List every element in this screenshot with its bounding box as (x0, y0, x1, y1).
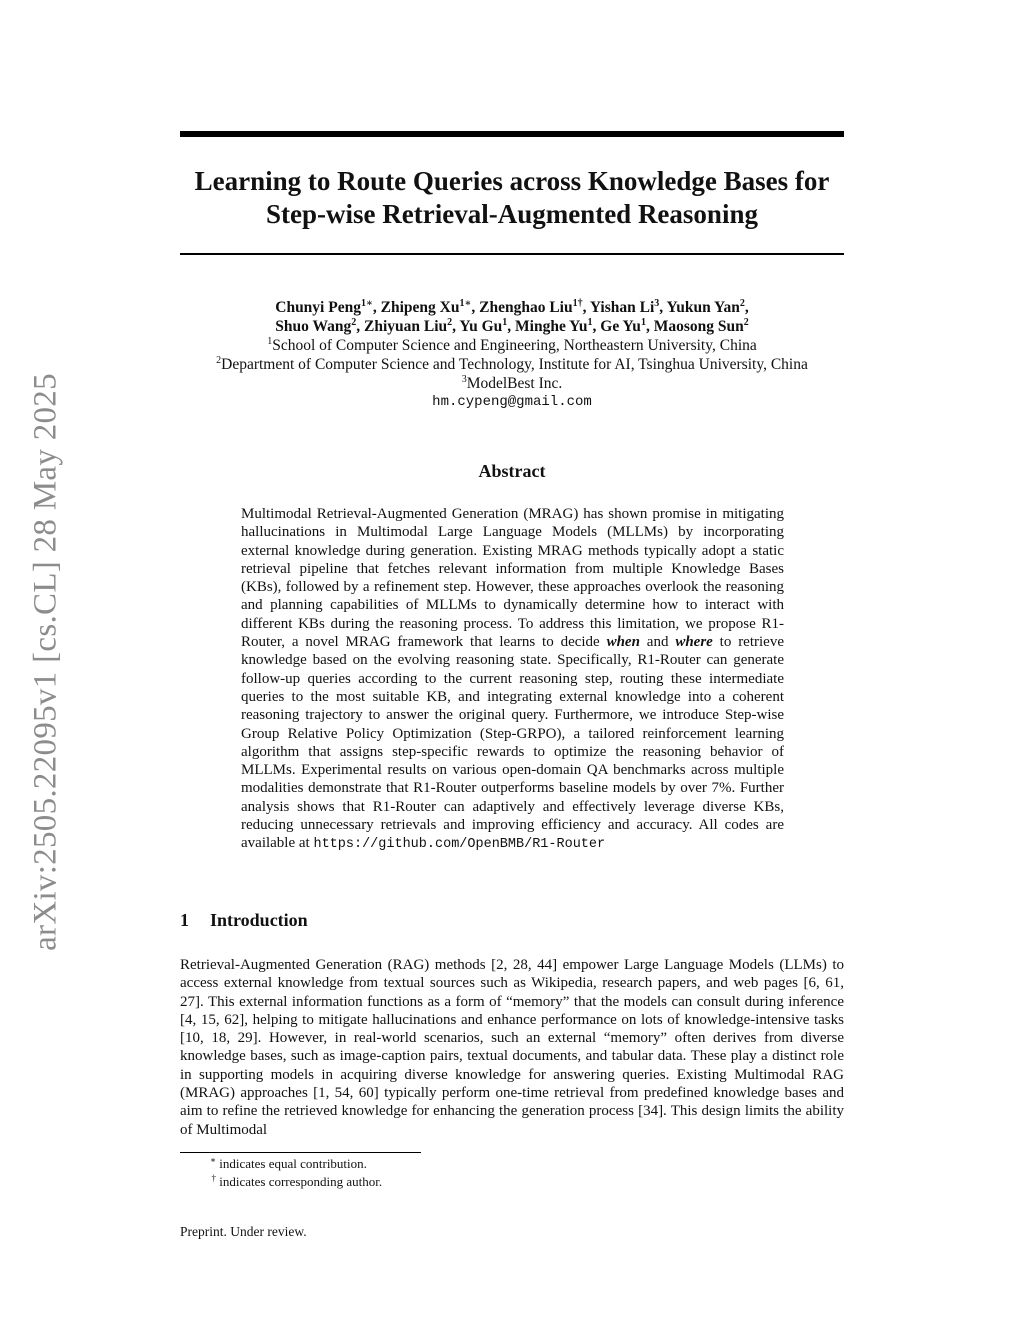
author-name: Maosong Sun (653, 318, 744, 335)
affiliation-text: ModelBest Inc. (466, 375, 563, 392)
author-name: Shuo Wang (275, 318, 352, 335)
abstract-emphasis-when: when (606, 634, 640, 651)
affiliation-mark: 2 (216, 355, 222, 366)
author-separator: , (452, 318, 460, 335)
author-separator: , (659, 299, 667, 316)
author-affiliation-mark: 1 (587, 317, 593, 328)
arxiv-identifier-stamp: arXiv:2505.22095v1 [cs.CL] 28 May 2025 (27, 373, 64, 951)
abstract-text-and: and (639, 634, 676, 651)
affiliation-text: Department of Computer Science and Technology, Institute for AI, Tsinghua University, China (221, 356, 808, 373)
author-separator: , (582, 299, 590, 316)
title-top-rule (180, 131, 844, 137)
affiliation-mark: 3 (461, 374, 467, 385)
footnote-equal-contribution: ∗ indicates equal contribution. (209, 1155, 367, 1171)
author-separator: , (507, 318, 516, 335)
abstract-emphasis-where: where (675, 634, 713, 651)
abstract-text-part-1: Multimodal Retrieval-Augmented Generation (MRAG) has shown promise in mitigating hallucinations in Multimodal Large Language Models (MLLMs) by incorporating external knowledge during generation. Existing MRAG methods typically adopt a static retrieval pipeline that fetches relevant information from multiple Knowledge Bases (KBs), followed by a refinement step. However, these approaches overlook the reasoning and planning capabilities of MLLMs to dynamically determine how to interact with different KBs during the reasoning process. To address this limitation, we propose R1-Router, a novel MRAG framework that learns to decide (241, 506, 784, 651)
author-affiliation-mark: 3 (654, 298, 660, 309)
author-separator: , (372, 299, 381, 316)
author-block (150, 298, 874, 412)
contact-email[interactable]: hm.cypeng@gmail.com (432, 394, 592, 410)
section-title: Introduction (210, 910, 308, 930)
author-name: Zhenghao Liu (479, 299, 573, 316)
footnote-divider (180, 1152, 421, 1153)
affiliation-2 (150, 355, 874, 374)
author-separator: , (592, 318, 601, 335)
author-name: Chunyi Peng (275, 299, 361, 316)
author-affiliation-mark: 2 (351, 317, 357, 328)
author-affiliation-mark: 2 (743, 317, 749, 328)
affiliation-3 (150, 374, 874, 393)
introduction-heading (180, 910, 308, 931)
abstract-text (241, 505, 784, 855)
preprint-notice: Preprint. Under review. (180, 1224, 307, 1239)
abstract-text-part-2: to retrieve knowledge based on the evolving reasoning state. Specifically, R1-Router can generate follow-up queries according to the current reasoning step, routing these intermediate queries to the most suitable KB, and integrating external knowledge into a coherent reasoning trajectory to answer the original query. Furthermore, we introduce Step-wise Group Relative Policy Optimization (Step-GRPO), a tailored reinforcement learning algorithm that assigns step-specific rewards to optimize the reasoning behavior of MLLMs. Experimental results on various open-domain QA benchmarks across multiple modalities demonstrate that R1-Router outperforms baseline models by over 7%. Further analysis shows that R1-Router can adaptively and effectively leverage diverse KBs, reducing unnecessary retrievals and improving efficiency and accuracy. All codes are available at (241, 634, 784, 852)
code-repository-link[interactable]: https://github.com/OpenBMB/R1-Router (313, 837, 606, 853)
title-line-1: Learning to Route Queries across Knowledge Bases for (194, 166, 830, 196)
author-affiliation-mark: 1 (640, 317, 646, 328)
footnote-text: indicates corresponding author. (219, 1174, 383, 1189)
footnote-text: indicates equal contribution. (219, 1156, 367, 1171)
author-name: Yukun Yan (666, 299, 740, 316)
abstract-heading: Abstract (478, 461, 546, 481)
author-name: Zhiyuan Liu (364, 318, 448, 335)
paper-title (180, 165, 844, 231)
author-affiliation-mark: 1 (502, 317, 508, 328)
author-name: Zhipeng Xu (380, 299, 460, 316)
author-name: Yishan Li (589, 299, 655, 316)
author-name: Ge Yu (600, 318, 641, 335)
title-bottom-rule (180, 253, 844, 255)
author-affiliation-mark: 1∗ (360, 298, 373, 309)
title-line-2: Step-wise Retrieval-Augmented Reasoning (266, 199, 758, 229)
author-affiliation-mark: 1∗ (459, 298, 472, 309)
affiliation-1 (150, 336, 874, 355)
author-name: Yu Gu (459, 318, 503, 335)
author-affiliation-mark: 1† (572, 298, 583, 309)
author-separator: , (744, 299, 749, 316)
author-line-2 (150, 317, 874, 336)
author-line-1 (150, 298, 874, 317)
author-name: Minghe Yu (515, 318, 588, 335)
footnote-corresponding-author: † indicates corresponding author. (211, 1173, 383, 1189)
author-affiliation-mark: 2 (447, 317, 453, 328)
section-number: 1 (180, 910, 189, 930)
introduction-paragraph: Retrieval-Augmented Generation (RAG) methods [2, 28, 44] empower Large Language Models (LLMs) to access external knowledge from textual sources such as Wikipedia, research papers, and web pages [6, 61, 27]. This external information functions as a form of “memory” that the models can consult during inference [4, 15, 62], helping to mitigate hallucinations and enhance performance on lots of knowledge-intensive tasks [10, 18, 29]. However, in real-world scenarios, such an external “memory” often derives from diverse knowledge bases, such as image-caption pairs, textual documents, and tabular data. These play a distinct role in supporting models in acquiring diverse knowledge for answering queries. Existing Multimodal RAG (MRAG) approaches [1, 54, 60] typically perform one-time retrieval from predefined knowledge bases and aim to refine the retrieved knowledge for enhancing the generation process [34]. This design limits the ability of Multimodal (180, 957, 844, 1138)
footnotes (198, 1155, 382, 1191)
author-separator: , (356, 318, 364, 335)
affiliation-mark: 1 (267, 336, 273, 347)
author-affiliation-mark: 2 (739, 298, 745, 309)
author-separator: , (471, 299, 480, 316)
author-separator: , (645, 318, 654, 335)
affiliation-text: School of Computer Science and Engineering, Northeastern University, China (272, 337, 757, 354)
